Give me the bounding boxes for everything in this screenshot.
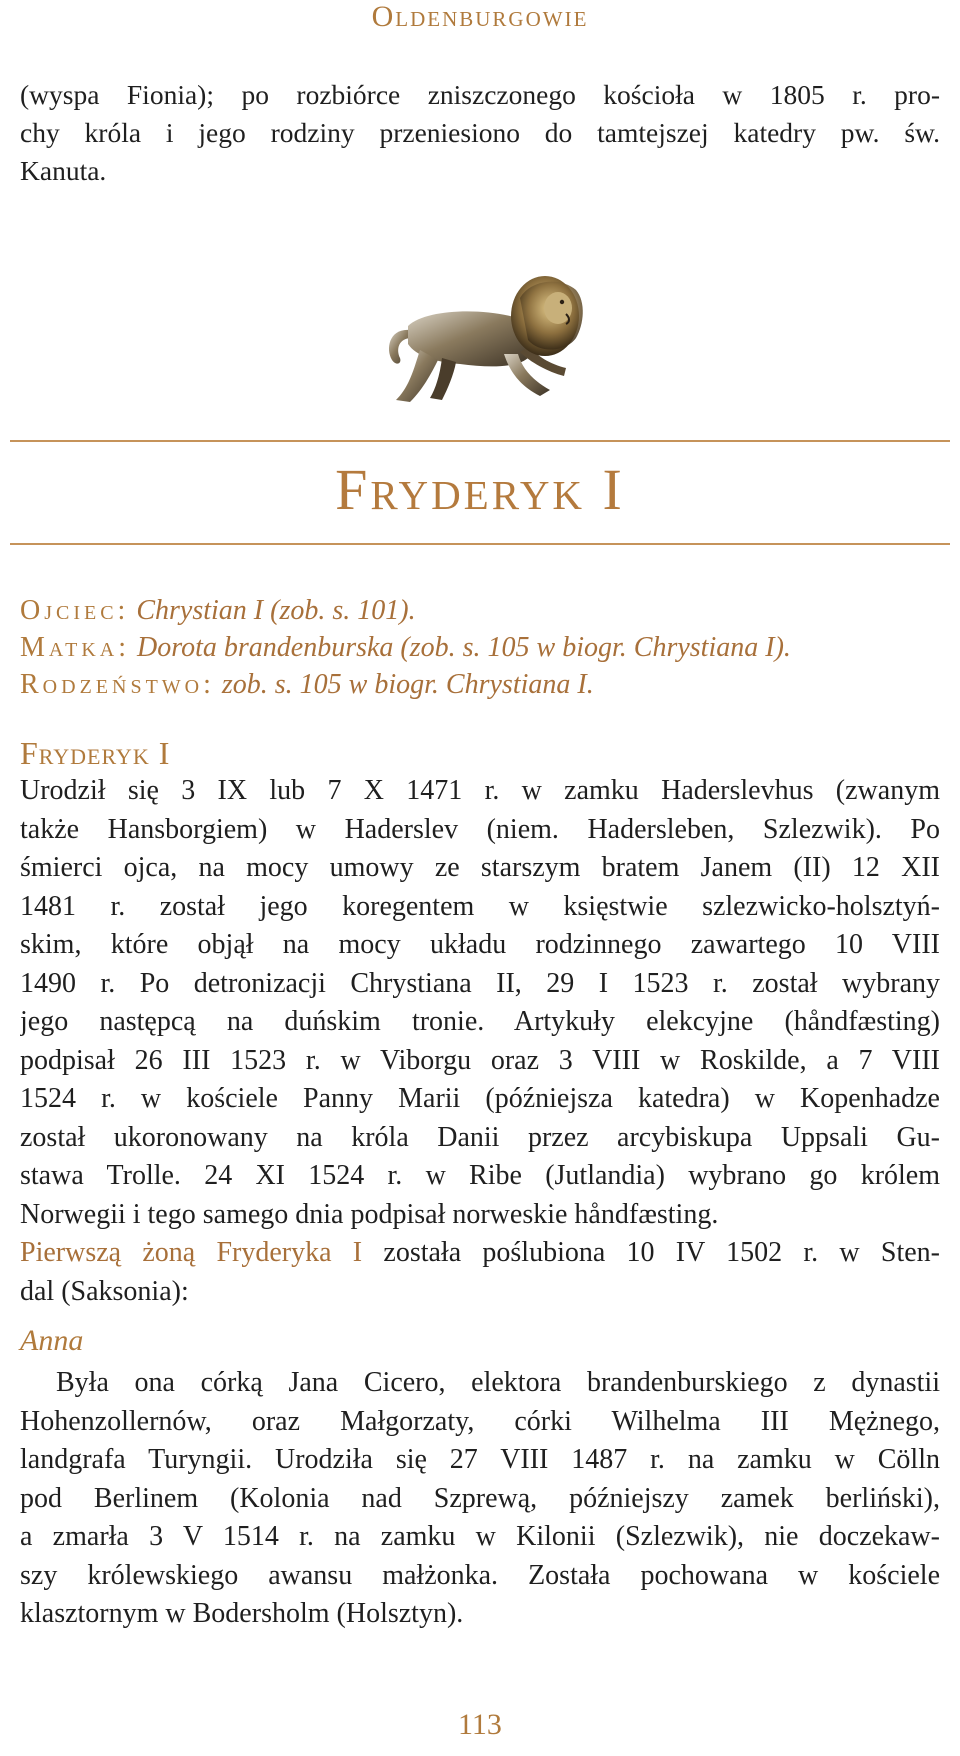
wife-line-2: dal (Saksonia): (20, 1275, 189, 1307)
spouse-line: a zmarła 3 V 1514 r. na zamku w Kilonii (Szlezwik), nie doczekaw- (20, 1521, 940, 1552)
father-value: Chrystian I (zob. s. 101). (136, 595, 416, 626)
bio-subheading: Fryderyk I (20, 735, 171, 771)
intro-line-2: chy króla i jego rodziny przeniesiono do tamtejszej katedry pw. św. (20, 117, 940, 148)
spouse-line: klasztornym w Bodersholm (Holsztyn). (20, 1598, 464, 1629)
bio-line: 1524 r. w kościele Panny Marii (późniejsza katedra) w Kopenhadze (20, 1083, 940, 1114)
mother-row (20, 629, 940, 666)
siblings-label: Rodzeństwo: (20, 669, 215, 700)
wife-line-rest: została poślubiona 10 IV 1502 r. w Sten- (383, 1237, 940, 1268)
bio-line: Urodził się 3 IX lub 7 X 1471 r. w zamku Haderslevhus (zwanym (20, 775, 940, 806)
running-header: Oldenburgowie (371, 0, 589, 33)
bio-line: 1490 r. Po detronizacji Chrystiana II, 29 I 1523 r. został wybrany (20, 967, 940, 999)
father-row (20, 592, 940, 629)
bottom-rule (10, 543, 950, 545)
mother-label: Matka: (20, 632, 131, 663)
father-label: Ojciec: (20, 595, 130, 626)
chapter-title: Fryderyk I (335, 457, 625, 522)
bio-paragraph (20, 772, 940, 1311)
spouse-paragraph (20, 1364, 940, 1634)
top-rule (10, 440, 950, 442)
spouse-line: Hohenzollernów, oraz Małgorzaty, córki Wilhelma III Mężnego, (20, 1405, 940, 1437)
bio-line: skim, które objął na mocy układu rodzinnego zawartego 10 VIII (20, 929, 940, 960)
spouse-line: pod Berlinem (Kolonia nad Szprewą, późniejszy zamek berliński), (20, 1482, 940, 1514)
spouse-line: szy królewskiego awansu małżonka. Została pochowana w kościele (20, 1559, 940, 1591)
bio-line: Norwegii i tego samego dnia podpisał norweskie håndfæsting. (20, 1198, 719, 1230)
genealogy-block (20, 592, 940, 703)
spouse-line: Była ona córką Jana Cicero, elektora brandenburskiego z dynastii (56, 1367, 940, 1398)
bio-line: także Hansborgiem) w Haderslev (niem. Hadersleben, Szlezwik). Po (20, 813, 940, 845)
intro-line-3: Kanuta. (20, 155, 107, 186)
mother-value: Dorota brandenburska (zob. s. 105 w biogr. Chrystiana I). (137, 632, 791, 663)
bio-line: jego następcą na duńskim tronie. Artykuły elekcyjne (håndfæsting) (20, 1006, 940, 1037)
lion-statuette-icon (380, 268, 600, 418)
wife-lead: Pierwszą żoną Fryderyka I (20, 1237, 363, 1268)
bio-line: śmierci ojca, na mocy umowy ze starszym bratem Janem (II) 12 XII (20, 852, 940, 883)
siblings-row (20, 666, 940, 703)
bio-line: 1481 r. został jego koregentem w księstwie szlezwicko-holsztyń- (20, 890, 940, 922)
bio-line: stawa Trolle. 24 XI 1524 r. w Ribe (Jutlandia) wybrano go królem (20, 1160, 940, 1191)
spouse-line: landgrafa Turyngii. Urodziła się 27 VIII 1487 r. na zamku w Cölln (20, 1444, 940, 1475)
wife-intro-line (20, 1234, 940, 1273)
page-number: 113 (458, 1708, 502, 1741)
spouse-name: Anna (20, 1324, 84, 1357)
bio-line: podpisał 26 III 1523 r. w Viborgu oraz 3 VIII w Roskilde, a 7 VIII (20, 1044, 940, 1076)
bio-line: został ukoronowany na króla Danii przez arcybiskupa Uppsali Gu- (20, 1121, 940, 1153)
intro-line-1: (wyspa Fionia); po rozbiórce zniszczonego kościoła w 1805 r. pro- (20, 79, 940, 110)
siblings-value: zob. s. 105 w biogr. Chrystiana I. (221, 669, 594, 700)
intro-paragraph (20, 76, 940, 190)
